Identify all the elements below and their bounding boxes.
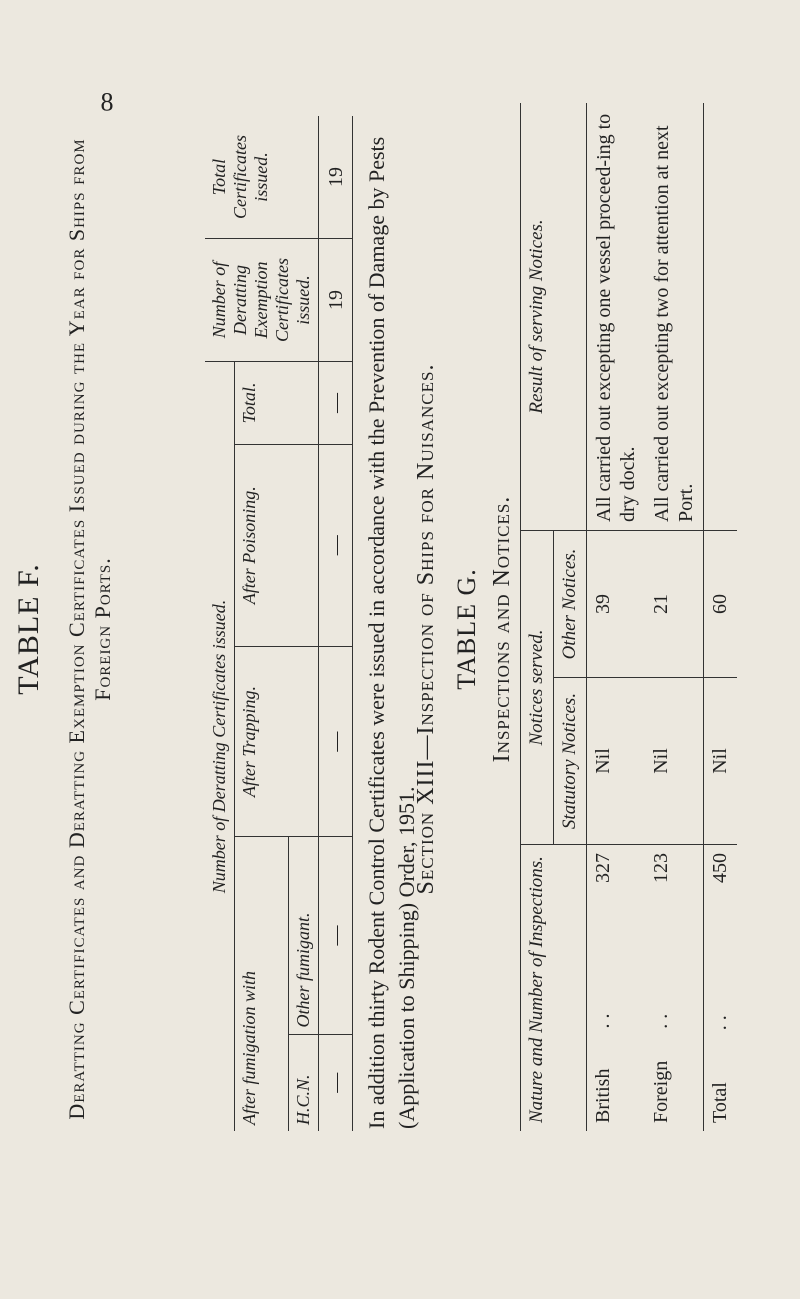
row-label: [704, 845, 738, 1132]
result-text: All carried out excepting one vessel proceed-ing to dry dock.: [587, 103, 646, 531]
table-f: [205, 116, 353, 1131]
inspections-value: 327: [592, 853, 614, 883]
inspections-value: 450: [709, 853, 731, 883]
hcn-header: H.C.N.: [289, 1034, 319, 1131]
deratting-group-header: Number of Deratting Certificates issued.: [205, 362, 235, 1132]
row-label-text: Foreign: [650, 1060, 672, 1123]
total-header: Total.: [235, 362, 319, 445]
result-text: [704, 103, 738, 531]
fumigation-header: After fumigation with: [235, 837, 289, 1131]
statutory-value: Nil: [704, 678, 738, 845]
other-notices-value: 39: [587, 531, 646, 678]
other-notices-value: 21: [645, 531, 704, 678]
row-label-text: British: [592, 1068, 614, 1123]
table-row: [704, 103, 738, 1131]
inspections-value: 123: [650, 853, 672, 883]
poisoning-header: After Poisoning.: [235, 444, 319, 646]
statutory-value: Nil: [645, 678, 704, 845]
table-g-heading: Inspections and Notices.: [489, 495, 515, 763]
table-g: [520, 103, 737, 1131]
table-g-title: TABLE G.: [452, 568, 481, 690]
table-row: [319, 116, 353, 1131]
table-f-heading: [64, 79, 116, 1179]
other-fumigant-value: —: [319, 837, 353, 1034]
exemption-value: 19: [319, 239, 353, 362]
table-row: [645, 103, 704, 1131]
row-label-dots: . .: [650, 1013, 672, 1029]
table-f-title: TABLE F.: [12, 563, 45, 695]
statutory-header: Statutory Notices.: [554, 678, 587, 845]
table-f-heading-line2: Foreign Ports.: [90, 557, 115, 701]
statutory-value: Nil: [587, 678, 646, 845]
rodent-control-paragraph: In addition thirty Rodent Control Certificates were issued in accordance with the Prevention of Damage by Pests (Application to Shipping) Order, 1951.: [364, 136, 419, 1129]
section-xiii-heading: Section XIII—Inspection of Ships for Nuisances.: [413, 363, 439, 895]
other-fumigant-header: Other fumigant.: [289, 837, 319, 1034]
row-label: [587, 845, 646, 1132]
result-text: All carried out excepting two for attention at next Port.: [645, 103, 704, 531]
nature-header: Nature and Number of Inspections.: [521, 845, 587, 1132]
hcn-value: —: [319, 1034, 353, 1131]
trapping-header: After Trapping.: [235, 646, 319, 837]
row-label-text: Total: [709, 1082, 731, 1123]
table-f-heading-line1: Deratting Certificates and Deratting Exemption Certificates Issued during the Year for Ships from: [64, 138, 89, 1120]
row-label-dots: . .: [709, 1015, 731, 1031]
row-label: [645, 845, 704, 1132]
total-certificates-value: 19: [319, 116, 353, 239]
table-row: [587, 103, 646, 1131]
total-value: —: [319, 362, 353, 445]
other-notices-value: 60: [704, 531, 738, 678]
poisoning-value: —: [319, 444, 353, 646]
row-label-dots: . .: [592, 1013, 614, 1029]
page-number: 8: [100, 87, 114, 117]
other-notices-header: Other Notices.: [554, 531, 587, 678]
exemption-header: Number of Deratting Exemption Certificates issued.: [205, 239, 319, 362]
result-header: Result of serving Notices.: [521, 103, 587, 531]
total-certificates-header: Total Certificates issued.: [205, 116, 319, 239]
notices-served-header: Notices served.: [521, 531, 554, 845]
trapping-value: —: [319, 646, 353, 837]
